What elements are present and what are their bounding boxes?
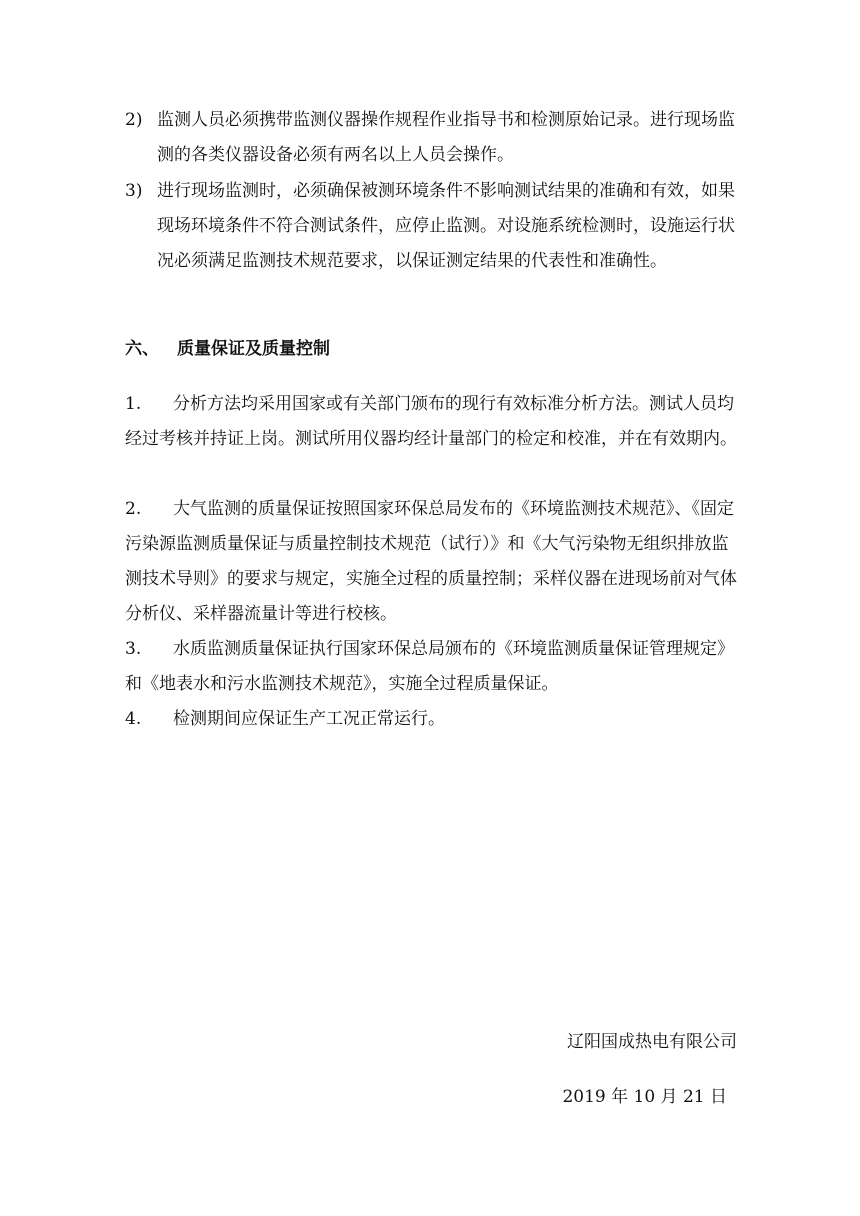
list-item-number: 3. — [125, 639, 142, 659]
signature-company: 辽阳国成热电有限公司 — [567, 1032, 737, 1052]
list-item-number: 4. — [125, 709, 142, 729]
list-item-text: 进行现场监测时，必须确保被测环境条件不影响测试结果的准确和有效，如果现场环境条件不符合测试条件，应停止监测。对设施系统检测时，设施运行状况必须满足监测技术规范要求，以保证测定结果的代表性和准确性。 — [157, 181, 735, 271]
list-item-number: 2) — [125, 110, 143, 130]
list-item-number: 3) — [125, 181, 143, 201]
section-number: 六、 — [125, 339, 159, 359]
list-item — [125, 632, 745, 702]
list-item-number: 2. — [125, 499, 142, 519]
list-item-number: 1. — [125, 394, 142, 414]
signature-date: 2019 年 10 月 21 日 — [562, 1087, 727, 1107]
section-heading — [125, 334, 330, 364]
list-item-text: 水质监测质量保证执行国家环保总局颁布的《环境监测质量保证管理规定》和《地表水和污水监测技术规范》，实施全过程质量保证。 — [125, 639, 734, 694]
list-item-text: 大气监测的质量保证按照国家环保总局发布的《环境监测技术规范》、《固定污染源监测质量保证与质量控制技术规范（试行）》和《大气污染物无组织排放监测技术导则》的要求与规定，实施全过程的质量控制；采样仪器在进现场前对气体分析仪、采样器流量计等进行校核。 — [125, 499, 737, 624]
list-item — [125, 103, 745, 173]
list-item — [125, 702, 745, 737]
list-item-text: 分析方法均采用国家或有关部门颁布的现行有效标准分析方法。测试人员均经过考核并持证上岗。测试所用仪器均经计量部门的检定和校准，并在有效期内。 — [125, 394, 737, 449]
list-item-text: 监测人员必须携带监测仪器操作规程作业指导书和检测原始记录。进行现场监测的各类仪器设备必须有两名以上人员会操作。 — [157, 110, 735, 165]
list-item — [125, 492, 745, 632]
list-item — [125, 387, 745, 457]
list-item — [125, 174, 745, 279]
section-title: 质量保证及质量控制 — [177, 339, 330, 359]
list-item-text: 检测期间应保证生产工况正常运行。 — [173, 709, 445, 729]
